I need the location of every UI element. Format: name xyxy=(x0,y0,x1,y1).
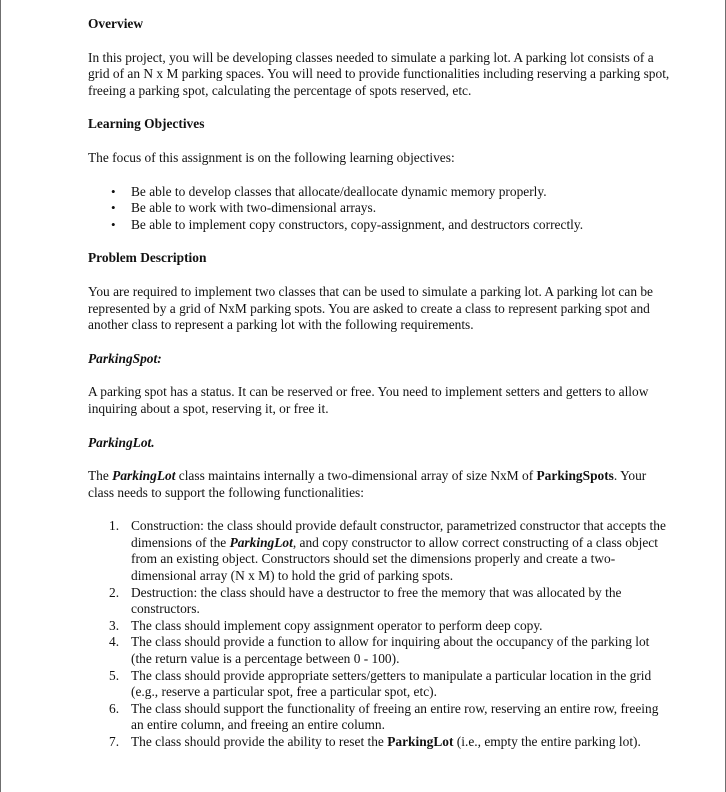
list-item xyxy=(109,634,672,667)
list-item xyxy=(109,617,672,635)
list-item-text: Be able to implement copy constructors, copy-assignment, and destructors correctly. xyxy=(131,216,584,232)
intro-class-name-2: ParkingSpots xyxy=(536,468,614,484)
item-text-post: (i.e., empty the entire parking lot). xyxy=(453,734,641,749)
list-number: 5. xyxy=(109,667,120,683)
parking-lot-heading: ParkingLot. xyxy=(88,434,155,450)
item-bold: ParkingLot xyxy=(387,734,454,749)
parking-spot-paragraph: A parking spot has a status. It can be reserved or free. You need to implement setters and getters to allow inquiring about a spot, reserving it, or free it. xyxy=(88,384,649,416)
list-number: 3. xyxy=(109,617,120,633)
parking-lot-intro xyxy=(88,468,672,501)
page-border-left xyxy=(0,0,1,792)
document-body xyxy=(88,8,672,751)
list-item xyxy=(111,216,672,234)
bullet-icon: • xyxy=(111,216,116,232)
problem-description-paragraph: You are required to implement two classes that can be used to simulate a parking lot. A parking lot can be represented by a grid of NxM parking spots. You are asked to create a class to represent parking spot and another class to represent a parking lot with the following requirements. xyxy=(88,283,654,333)
intro-text-post: . Your class needs to support the following functionalities: xyxy=(88,468,647,500)
item-emphasis: ParkingLot xyxy=(229,534,293,550)
requirements-list xyxy=(88,518,672,750)
list-number: 2. xyxy=(109,584,120,600)
list-item-text: Be able to work with two-dimensional arrays. xyxy=(131,200,377,216)
list-number: 6. xyxy=(109,700,120,716)
list-number: 4. xyxy=(109,634,120,650)
list-item xyxy=(109,700,672,734)
overview-paragraph: In this project, you will be developing classes needed to simulate a parking lot. A parking lot consists of a grid of an N x M parking spaces. You will need to provide functionalities including reserving a parking spot, freeing a parking spot, calculating the percentage of spots reserved, etc. xyxy=(88,49,670,98)
overview-heading: Overview xyxy=(88,16,144,31)
learning-objectives-intro: The focus of this assignment is on the following learning objectives: xyxy=(88,149,455,165)
item-text: The class should implement copy assignment operator to perform deep copy. xyxy=(131,617,543,633)
list-item xyxy=(111,183,672,201)
bullet-icon: • xyxy=(111,183,116,199)
item-text: The class should support the functionality of freeing an entire row, reserving an entire row, freeing an entire column, and freeing an entire column. xyxy=(131,700,659,733)
item-text: Construction: the class should provide default constructor, parametrized constructor that accepts the dimensions of the xyxy=(131,518,666,550)
parking-spot-heading: ParkingSpot: xyxy=(88,350,162,366)
item-text: Destruction: the class should have a destructor to free the memory that was allocated by the constructors. xyxy=(131,584,622,617)
problem-description-heading: Problem Description xyxy=(88,250,207,266)
bullet-icon: • xyxy=(111,200,116,216)
list-item xyxy=(109,734,672,751)
list-item xyxy=(111,200,672,217)
learning-objectives-list xyxy=(88,184,672,234)
item-text: The class should provide a function to allow for inquiring about the occupancy of the parking lot (the return value is a percentage between 0 - 100). xyxy=(131,634,650,667)
item-text: The class should provide appropriate setters/getters to manipulate a particular location in the grid (e.g., reserve a particular spot, free a particular spot, etc). xyxy=(131,667,652,700)
list-item xyxy=(109,584,672,618)
list-number: 7. xyxy=(109,734,120,749)
list-item xyxy=(109,667,672,701)
learning-objectives-heading: Learning Objectives xyxy=(88,116,205,132)
item-text-post: , and copy constructor to allow correct constructing of a class object from an existing object. Constructors should set the dimensions properly and create a two-dimensional array (N x M) to hold the grid of parking spots. xyxy=(131,534,658,584)
intro-text-pre: The xyxy=(88,468,113,484)
list-number: 1. xyxy=(109,518,120,534)
list-item xyxy=(109,518,672,584)
item-text: The class should provide the ability to reset the xyxy=(131,734,388,749)
intro-class-name: ParkingLot xyxy=(112,468,176,484)
list-item-text: Be able to develop classes that allocate/deallocate dynamic memory properly. xyxy=(131,183,547,199)
intro-text-mid: class maintains internally a two-dimensional array of size NxM of xyxy=(175,468,537,484)
